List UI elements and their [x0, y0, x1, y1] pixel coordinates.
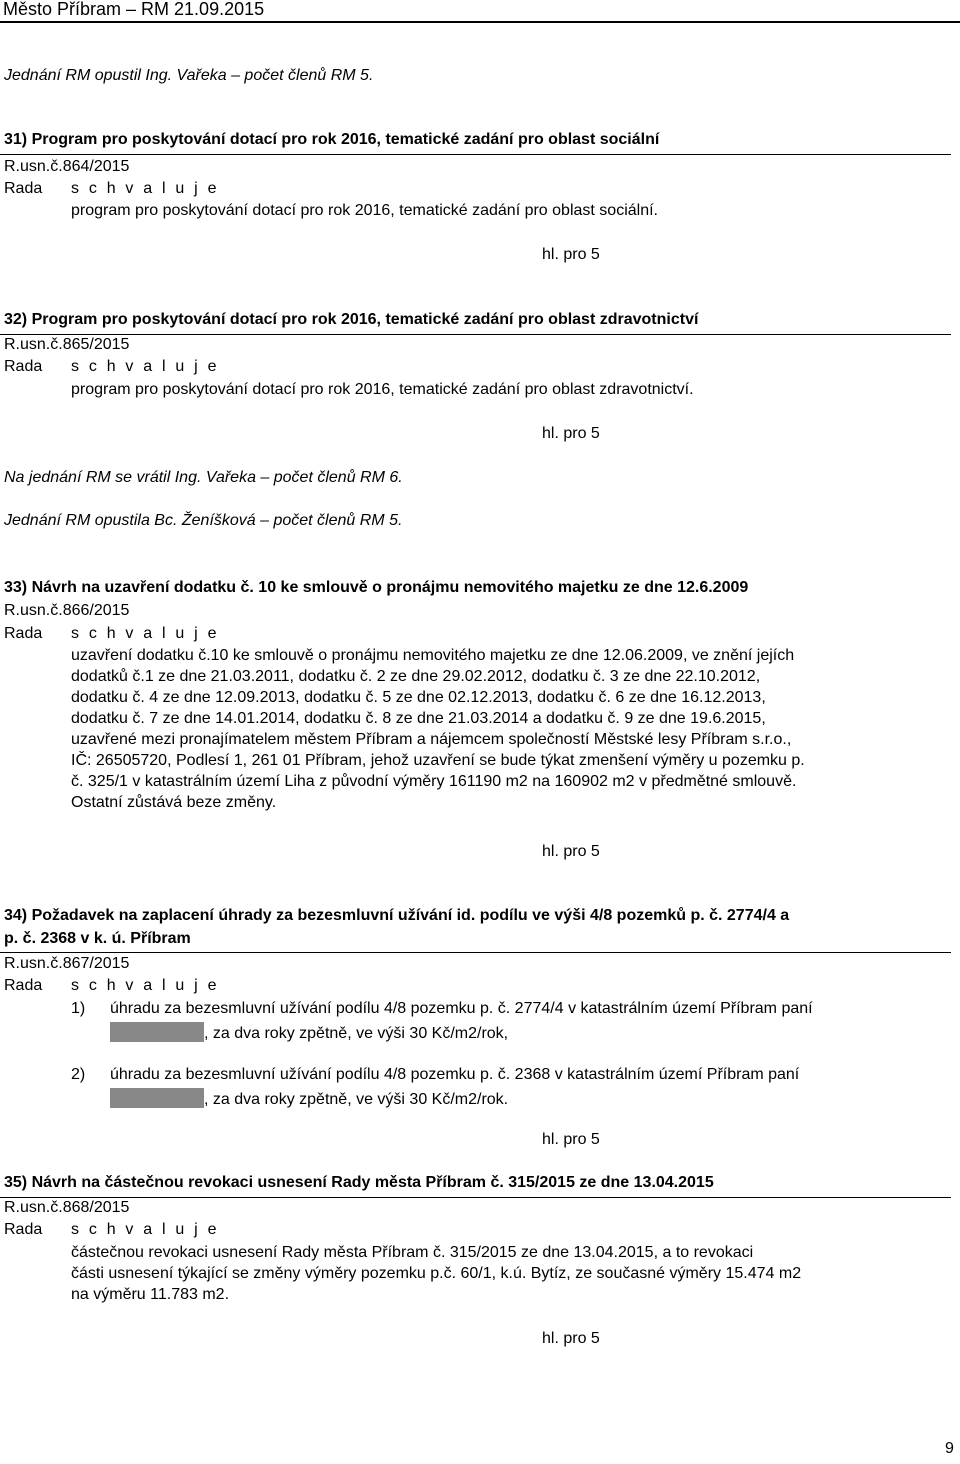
section-33-line: uzavřené mezi pronajímatelem městem Příbram a nájemcem společností Městské lesy Příbram s.r.o.,	[71, 731, 792, 748]
section-34-item1-line2-text: , za dva roky zpětně, ve výši 30 Kč/m2/rok,	[204, 1025, 509, 1042]
section-33-line: dodatku č. 4 ze dne 12.09.2013, dodatku č. 5 ze dne 02.12.2013, dodatku č. 6 ze dne 16.12.2013,	[71, 689, 766, 706]
section-33-line: IČ: 26505720, Podlesí 1, 261 01 Příbram, jehož uzavření se bude týkat zmenšení výměry u pozemku p.	[71, 752, 805, 769]
section-33-rada: Rada	[4, 625, 43, 642]
section-31-rule	[0, 154, 951, 155]
section-35-resolution-number: R.usn.č.868/2015	[4, 1199, 130, 1216]
section-32-title: 32) Program pro poskytování dotací pro rok 2016, tematické zadání pro oblast zdravotnictví	[4, 311, 699, 328]
section-34-vote: hl. pro 5	[542, 1131, 600, 1148]
page-header-title: Město Příbram – RM 21.09.2015	[3, 0, 265, 19]
section-35-line: části usnesení týkající se změny výměry pozemku p.č. 60/1, k.ú. Bytíz, ze současné výměry 15.474 m2	[71, 1265, 802, 1282]
section-32-rule	[0, 334, 951, 335]
note-member-left: Jednání RM opustil Ing. Vařeka – počet členů RM 5.	[4, 67, 374, 84]
section-34-title-line2: p. č. 2368 v k. ú. Příbram	[4, 930, 191, 947]
section-33-line: dodatku č. 7 ze dne 14.01.2014, dodatku č. 8 ze dne 21.03.2014 a dodatku č. 9 ze dne 19.6.2015,	[71, 710, 766, 727]
section-32-text: program pro poskytování dotací pro rok 2016, tematické zadání pro oblast zdravotnictví.	[71, 381, 694, 398]
section-34-rada: Rada	[4, 977, 43, 994]
section-32-schvaluje: s c h v a l u j e	[71, 358, 220, 375]
section-33-vote: hl. pro 5	[542, 843, 600, 860]
section-33-title: 33) Návrh na uzavření dodatku č. 10 ke smlouvě o pronájmu nemovitého majetku ze dne 12.6.2009	[4, 579, 749, 596]
section-33-resolution-number: R.usn.č.866/2015	[4, 602, 130, 619]
section-34-item2-number: 2)	[71, 1066, 86, 1083]
section-35-schvaluje: s c h v a l u j e	[71, 1221, 220, 1238]
section-33-body	[71, 645, 947, 813]
section-33-line: dodatků č.1 ze dne 21.03.2011, dodatku č. 2 ze dne 29.02.2012, dodatku č. 3 ze dne 22.10.2012,	[71, 668, 761, 685]
section-34-item2-line1: úhradu za bezesmluvní užívání podílu 4/8 pozemku p. č. 2368 v katastrálním území Příbram paní	[110, 1066, 800, 1083]
section-33-line: uzavření dodatku č.10 ke smlouvě o pronájmu nemovitého majetku ze dne 12.06.2009, ve znění jejích	[71, 647, 795, 664]
header-divider	[0, 21, 960, 23]
page-number: 9	[945, 1440, 954, 1457]
section-35-vote: hl. pro 5	[542, 1330, 600, 1347]
redaction-block	[110, 1088, 204, 1108]
section-31-text: program pro poskytování dotací pro rok 2016, tematické zadání pro oblast sociální.	[71, 202, 658, 219]
section-35-body	[71, 1242, 947, 1305]
section-35-line: částečnou revokaci usnesení Rady města Příbram č. 315/2015 ze dne 13.04.2015, a to revokaci	[71, 1244, 754, 1261]
section-34-rule	[0, 952, 951, 953]
note-member-returned: Na jednání RM se vrátil Ing. Vařeka – počet členů RM 6.	[4, 469, 403, 486]
section-33-schvaluje: s c h v a l u j e	[71, 625, 220, 642]
section-35-rule	[0, 1197, 951, 1198]
section-34-title-line1: 34) Požadavek na zaplacení úhrady za bezesmluvní užívání id. podílu ve výši 4/8 pozemků p. č. 2774/4 a	[4, 907, 790, 924]
section-34-item1-number: 1)	[71, 1000, 86, 1017]
section-31-schvaluje: s c h v a l u j e	[71, 180, 220, 197]
note-member-left-2: Jednání RM opustila Bc. Ženíšková – počet členů RM 5.	[4, 512, 403, 529]
section-31-resolution-number: R.usn.č.864/2015	[4, 158, 130, 175]
section-35-rada: Rada	[4, 1221, 43, 1238]
section-31-rada: Rada	[4, 180, 43, 197]
section-33-line: č. 325/1 v katastrálním území Liha z původní výměry 161190 m2 na 160902 m2 v předmětné smlouvě.	[71, 773, 797, 790]
section-33-line: Ostatní zůstává beze změny.	[71, 794, 277, 811]
section-31-title: 31) Program pro poskytování dotací pro rok 2016, tematické zadání pro oblast sociální	[4, 131, 660, 148]
redaction-block	[110, 1022, 204, 1042]
section-35-line: na výměru 11.783 m2.	[71, 1286, 230, 1303]
section-34-resolution-number: R.usn.č.867/2015	[4, 955, 130, 972]
section-34-schvaluje: s c h v a l u j e	[71, 977, 220, 994]
section-34-item1-line2	[110, 1022, 508, 1043]
section-35-title: 35) Návrh na částečnou revokaci usnesení Rady města Příbram č. 315/2015 ze dne 13.04.2015	[4, 1174, 714, 1191]
section-34-item1-line1: úhradu za bezesmluvní užívání podílu 4/8 pozemku p. č. 2774/4 v katastrálním území Příbram paní	[110, 1000, 813, 1017]
section-34-item2-line2-text: , za dva roky zpětně, ve výši 30 Kč/m2/rok.	[204, 1091, 509, 1108]
section-34-item2-line2	[110, 1088, 508, 1109]
section-31-vote: hl. pro 5	[542, 246, 600, 263]
section-32-vote: hl. pro 5	[542, 425, 600, 442]
section-32-rada: Rada	[4, 358, 43, 375]
section-32-resolution-number: R.usn.č.865/2015	[4, 336, 130, 353]
